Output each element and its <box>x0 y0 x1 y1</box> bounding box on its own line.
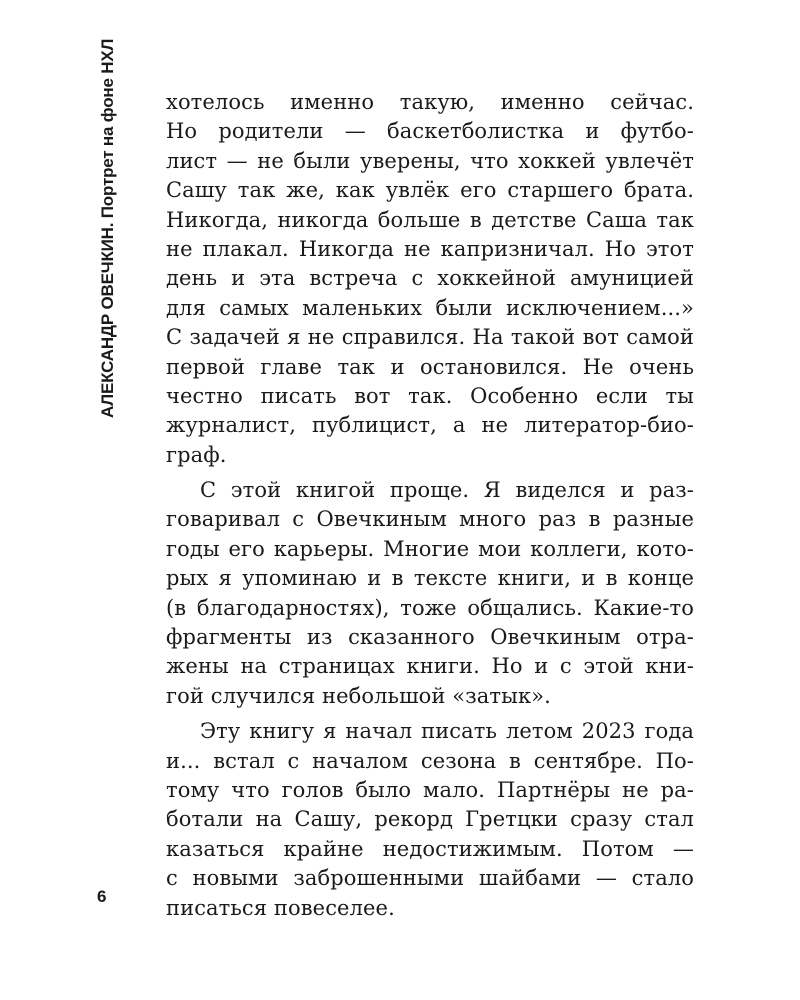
text-line: честно писать вот так. Особенно если ты <box>166 383 694 408</box>
text-line: Но родители — баскетболистка и футбо- <box>166 119 694 144</box>
text-line: фрагменты из сказанного Овечкиным отра- <box>166 625 694 650</box>
text-line: журналист, публицист, а не литератор-био- <box>166 413 694 438</box>
body-text <box>166 88 694 923</box>
text-line: первой главе так и остановился. Не очень <box>166 354 694 379</box>
text-line: граф. <box>166 442 227 467</box>
text-line: ботали на Сашу, рекорд Гретцки сразу стал <box>166 807 694 832</box>
text-line: Эту книгу я начал писать летом 2023 года <box>200 719 694 744</box>
text-line: гой случился небольшой «затык». <box>166 683 551 708</box>
text-line: С задачей я не справился. На такой вот самой <box>166 325 694 350</box>
text-line: лист — не были уверены, что хоккей увлечёт <box>166 148 694 173</box>
paragraph <box>166 88 694 470</box>
paragraph <box>166 476 694 711</box>
paragraph <box>166 717 694 923</box>
running-head: АЛЕКСАНДР ОВЕЧКИН. Портрет на фоне НХЛ <box>98 38 117 418</box>
text-line: писаться повеселее. <box>166 895 395 920</box>
text-line: Никогда, никогда больше в детстве Саша так <box>166 207 694 232</box>
text-line: не плакал. Никогда не капризничал. Но этот <box>166 236 694 261</box>
text-line: рых я упоминаю и в тексте книги, и в конце <box>166 566 694 591</box>
text-line: для самых маленьких были исключением...» <box>166 295 694 320</box>
text-line: годы его карьеры. Многие мои коллеги, кото- <box>166 536 694 561</box>
text-line: жены на страницах книги. Но и с этой кни- <box>166 654 694 679</box>
page-number: 6 <box>97 887 107 906</box>
text-line: хотелось именно такую, именно сейчас. <box>166 90 694 114</box>
text-line: говаривал с Овечкиным много раз в разные <box>166 507 694 532</box>
text-line: казаться крайне недостижимым. Потом — <box>166 836 694 861</box>
text-line: Сашу так же, как увлёк его старшего брата. <box>166 178 694 203</box>
text-line: день и эта встреча с хоккейной амуницией <box>166 266 694 291</box>
text-line: С этой книгой проще. Я виделся и раз- <box>200 478 694 503</box>
text-line: (в благодарностях), тоже общались. Какие-то <box>166 595 694 620</box>
text-line: и... встал с началом сезона в сентябре. По- <box>166 748 694 773</box>
text-line: с новыми заброшенными шайбами — стало <box>166 866 694 891</box>
text-line: тому что голов было мало. Партнёры не ра- <box>166 777 694 802</box>
